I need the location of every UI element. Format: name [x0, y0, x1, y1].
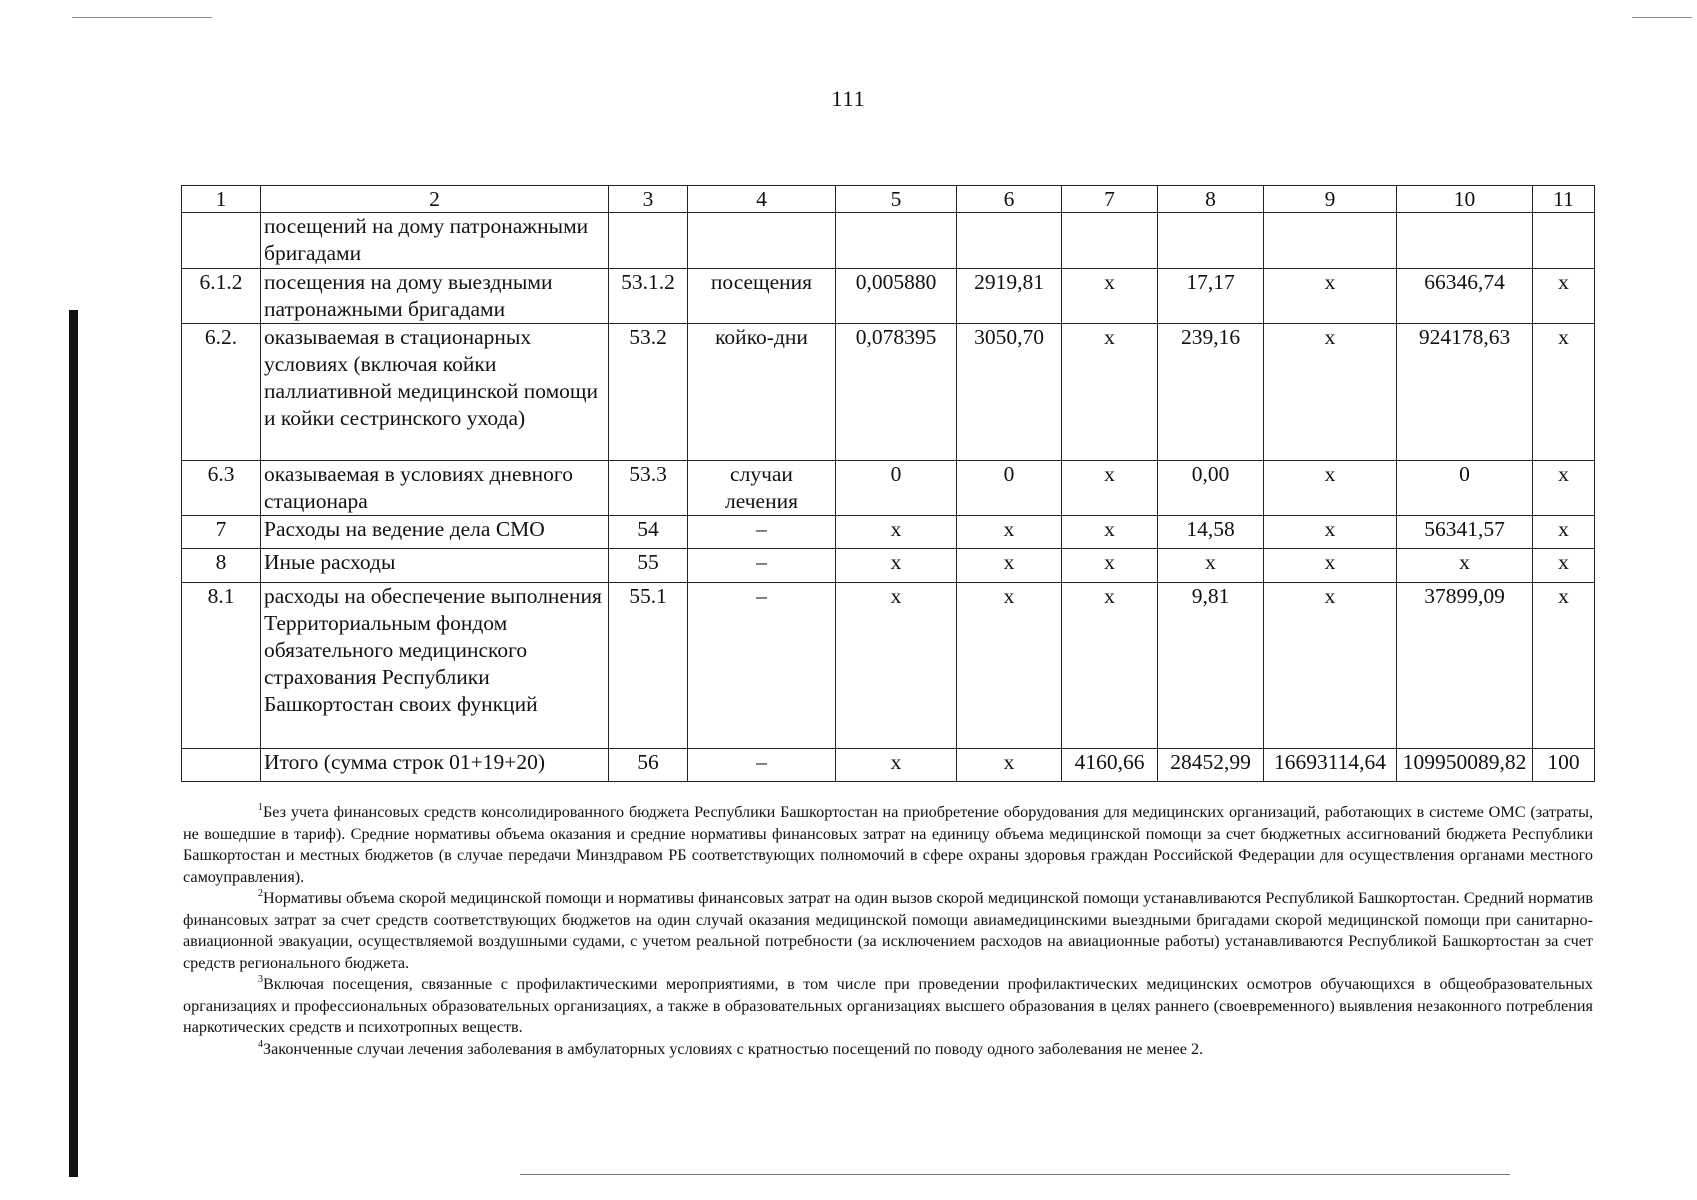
row-number-cell	[182, 213, 261, 269]
row-description-cell: расходы на обеспечение выполнения Территориальным фондом обязательного медицинского страхования Республики Башкортостан своих функций	[261, 583, 609, 749]
row-description-cell: Итого (сумма строк 01+19+20)	[261, 749, 609, 782]
table-cell	[957, 213, 1062, 269]
table-header-row	[182, 186, 1595, 213]
table-cell: –	[688, 749, 836, 782]
data-table	[181, 185, 1595, 782]
table-cell: х	[1062, 324, 1158, 461]
table-row	[182, 269, 1595, 324]
table-cell: 66346,74	[1397, 269, 1533, 324]
table-cell: –	[688, 583, 836, 749]
table-cell: х	[836, 516, 957, 549]
row-description-cell: посещений на дому патронажными бригадами	[261, 213, 609, 269]
footnote-text: Законченные случаи лечения заболевания в амбулаторных условиях с кратностью посещений по поводу одного заболевания не менее 2.	[263, 1039, 1204, 1058]
header-cell: 4	[688, 186, 836, 213]
table-cell: х	[1062, 516, 1158, 549]
table-cell: 28452,99	[1158, 749, 1264, 782]
header-cell: 9	[1264, 186, 1397, 213]
table-total-row	[182, 749, 1595, 782]
table-row	[182, 213, 1595, 269]
table-cell: 56	[609, 749, 688, 782]
table-cell: 17,17	[1158, 269, 1264, 324]
row-number-cell: 8	[182, 549, 261, 583]
table-cell: х	[1533, 324, 1595, 461]
table-cell: х	[1533, 549, 1595, 583]
row-description-cell: Расходы на ведение дела СМО	[261, 516, 609, 549]
header-cell: 2	[261, 186, 609, 213]
table-cell: х	[1264, 516, 1397, 549]
table-cell: 55	[609, 549, 688, 583]
table-cell: 2919,81	[957, 269, 1062, 324]
footnote-mark: 2	[258, 888, 263, 899]
table-row	[182, 583, 1595, 749]
table-cell: 4160,66	[1062, 749, 1158, 782]
table-cell: х	[1397, 549, 1533, 583]
table-cell: 0,078395	[836, 324, 957, 461]
row-number-cell: 6.1.2	[182, 269, 261, 324]
table-cell: 0	[836, 461, 957, 516]
page-number: 111	[831, 86, 866, 111]
footnote-text: Включая посещения, связанные с профилактическими мероприятиями, в том числе при проведении профилактических медицинских осмотров обучающихся в общеобразовательных организациях и профессиональных образовательных организациях, а также в образовательных организациях высшего образования в целях раннего (своевременного) выявления незаконного потребления наркотических средств и психотропных веществ.	[183, 975, 1593, 1036]
table-cell: х	[1264, 461, 1397, 516]
table-cell: х	[1264, 583, 1397, 749]
table-cell: 16693114,64	[1264, 749, 1397, 782]
table-row	[182, 516, 1595, 549]
table-cell: –	[688, 516, 836, 549]
header-cell: 11	[1533, 186, 1595, 213]
scan-edge-bar	[69, 310, 78, 1177]
table-cell: х	[1264, 269, 1397, 324]
table-cell: 9,81	[1158, 583, 1264, 749]
table-cell: 55.1	[609, 583, 688, 749]
table-cell: х	[836, 549, 957, 583]
header-cell: 8	[1158, 186, 1264, 213]
table-cell	[1264, 213, 1397, 269]
table-cell: 239,16	[1158, 324, 1264, 461]
table-cell: 37899,09	[1397, 583, 1533, 749]
header-cell: 7	[1062, 186, 1158, 213]
table-cell: 53.3	[609, 461, 688, 516]
table-cell: х	[1533, 516, 1595, 549]
table-cell: х	[836, 749, 957, 782]
table-cell: 924178,63	[1397, 324, 1533, 461]
row-description-cell: посещения на дому выездными патронажными бригадами	[261, 269, 609, 324]
table-cell	[1533, 213, 1595, 269]
table-cell: х	[957, 549, 1062, 583]
footnote-mark: 4	[258, 1038, 263, 1050]
footnote-mark: 3	[258, 974, 263, 985]
row-description-cell: оказываемая в условиях дневного стационара	[261, 461, 609, 516]
footnote-text: Нормативы объема скорой медицинской помощи и нормативы финансовых затрат на один вызов скорой медицинской помощи устанавливаются Республикой Башкортостан. Средний норматив финансовых затрат за счет средств соответствующих бюджетов на один случай оказания медицинской помощи авиамедицинскими выездными бригадами скорой медицинской помощи при санитарно-авиационной эвакуации, осуществляемой воздушными судами, с учетом реальной потребности (за исключением расходов на авиационные работы) устанавливаются Республикой Башкортостан за счет средств регионального бюджета.	[183, 889, 1593, 972]
table-row	[182, 461, 1595, 516]
bottom-rule	[520, 1174, 1510, 1175]
header-cell: 1	[182, 186, 261, 213]
table-cell: х	[957, 749, 1062, 782]
table-cell: х	[1264, 324, 1397, 461]
table-cell: х	[1062, 461, 1158, 516]
table-cell: 14,58	[1158, 516, 1264, 549]
table-cell: х	[1533, 583, 1595, 749]
table-cell: койко-дни	[688, 324, 836, 461]
table-cell: х	[836, 583, 957, 749]
footnote	[183, 1039, 1593, 1061]
table-cell	[1397, 213, 1533, 269]
table-cell: 0	[1397, 461, 1533, 516]
footnote-text: Без учета финансовых средств консолидированного бюджета Республики Башкортостан на приобретение оборудования для медицинских организаций, работающих в системе ОМС (затраты, не вошедшие в тариф). Средние нормативы объема оказания и средние нормативы финансовых затрат на единицу объема медицинской помощи за счет бюджетных ассигнований бюджета Республики Башкортостан и местных бюджетов (в случае передачи Минздравом РБ соответствующих полномочий в сфере охраны здоровья граждан Российской Федерации для осуществления органами местного самоуправления).	[183, 803, 1593, 886]
footnote-mark: 1	[258, 802, 263, 813]
footnotes	[183, 802, 1593, 1060]
row-description-cell: оказываемая в стационарных условиях (включая койки паллиативной медицинской помощи и койки сестринского ухода)	[261, 324, 609, 461]
scan-edge-line	[1632, 17, 1692, 18]
table-cell: 53.2	[609, 324, 688, 461]
footnote	[183, 974, 1593, 1039]
table-cell	[1158, 213, 1264, 269]
row-description-cell: Иные расходы	[261, 549, 609, 583]
table-cell	[836, 213, 957, 269]
table-cell: 0,00	[1158, 461, 1264, 516]
header-cell: 10	[1397, 186, 1533, 213]
table-cell: х	[957, 583, 1062, 749]
table-cell: х	[1533, 461, 1595, 516]
row-number-cell: 6.2.	[182, 324, 261, 461]
header-cell: 5	[836, 186, 957, 213]
table-cell: х	[1062, 549, 1158, 583]
table-cell: посещения	[688, 269, 836, 324]
scan-edge-line	[72, 17, 212, 18]
table-cell: 54	[609, 516, 688, 549]
table-cell	[1062, 213, 1158, 269]
table-cell: случаи лечения	[688, 461, 836, 516]
table-cell: 109950089,82	[1397, 749, 1533, 782]
row-number-cell: 8.1	[182, 583, 261, 749]
table-cell: 56341,57	[1397, 516, 1533, 549]
header-cell: 6	[957, 186, 1062, 213]
table-cell: х	[1062, 269, 1158, 324]
table-cell: х	[957, 516, 1062, 549]
header-cell: 3	[609, 186, 688, 213]
table-row	[182, 324, 1595, 461]
table-cell: 0	[957, 461, 1062, 516]
footnote	[183, 802, 1593, 888]
row-number-cell	[182, 749, 261, 782]
table-cell: 3050,70	[957, 324, 1062, 461]
table-cell: 100	[1533, 749, 1595, 782]
table-cell: х	[1062, 583, 1158, 749]
row-number-cell: 7	[182, 516, 261, 549]
table-cell	[688, 213, 836, 269]
table-cell: 0,005880	[836, 269, 957, 324]
table-cell: х	[1264, 549, 1397, 583]
table-cell: 53.1.2	[609, 269, 688, 324]
footnote	[183, 888, 1593, 974]
table-row	[182, 549, 1595, 583]
table-cell: х	[1533, 269, 1595, 324]
table-cell	[609, 213, 688, 269]
row-number-cell: 6.3	[182, 461, 261, 516]
table-cell: –	[688, 549, 836, 583]
table-cell: х	[1158, 549, 1264, 583]
